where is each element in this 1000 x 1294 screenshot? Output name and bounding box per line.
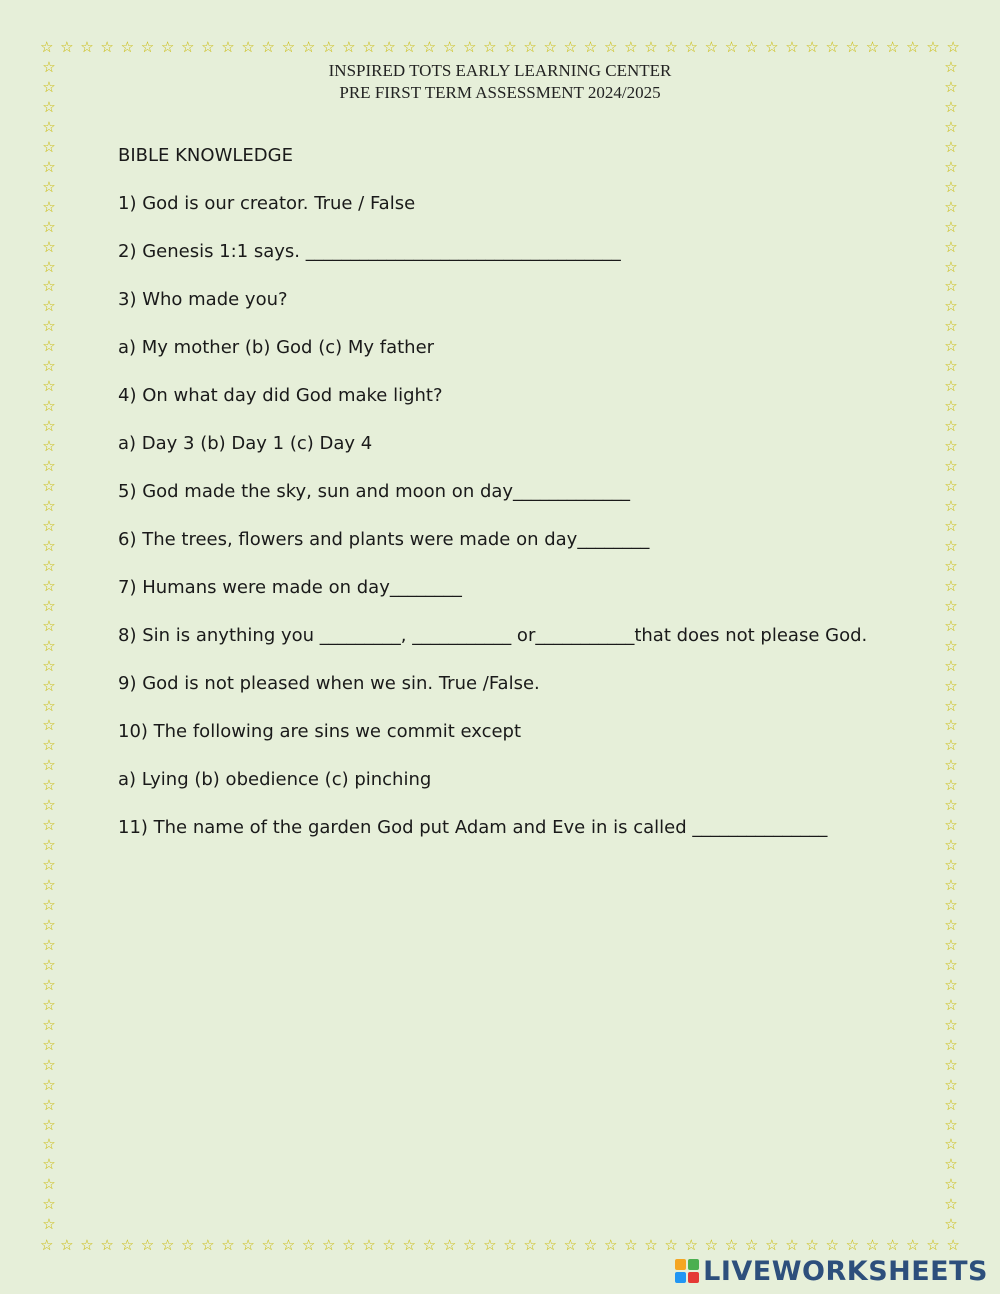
star-icon: ☆ xyxy=(845,1236,860,1254)
star-icon: ☆ xyxy=(42,935,56,954)
star-icon: ☆ xyxy=(42,1095,56,1114)
star-icon: ☆ xyxy=(402,38,416,56)
star-icon: ☆ xyxy=(946,38,960,56)
logo-blocks-icon xyxy=(675,1259,699,1283)
star-icon: ☆ xyxy=(221,38,235,56)
star-icon: ☆ xyxy=(644,1236,658,1254)
star-icon: ☆ xyxy=(583,1236,598,1254)
star-icon: ☆ xyxy=(42,257,56,276)
star-icon: ☆ xyxy=(42,1055,56,1074)
star-icon: ☆ xyxy=(946,1236,960,1254)
star-icon: ☆ xyxy=(42,656,56,675)
star-icon: ☆ xyxy=(301,38,316,56)
star-icon: ☆ xyxy=(42,955,56,974)
star-icon: ☆ xyxy=(42,975,56,994)
star-icon: ☆ xyxy=(42,137,56,156)
star-icon: ☆ xyxy=(42,237,56,256)
star-icon: ☆ xyxy=(944,277,958,296)
star-icon: ☆ xyxy=(140,38,155,56)
star-icon: ☆ xyxy=(342,1236,356,1254)
star-icon: ☆ xyxy=(944,736,958,755)
star-icon: ☆ xyxy=(241,38,255,56)
star-icon: ☆ xyxy=(40,38,54,56)
question-7: 7) Humans were made on day________ xyxy=(118,577,462,598)
star-icon: ☆ xyxy=(42,197,56,216)
star-icon: ☆ xyxy=(563,38,578,56)
star-icon: ☆ xyxy=(402,1236,416,1254)
question-8: 8) Sin is anything you _________, ___________ or___________that does not please God. xyxy=(118,625,868,646)
star-icon: ☆ xyxy=(42,856,56,875)
star-icon: ☆ xyxy=(42,437,56,456)
star-icon: ☆ xyxy=(944,716,958,735)
star-icon: ☆ xyxy=(944,1115,958,1134)
star-icon: ☆ xyxy=(42,1035,56,1054)
star-icon: ☆ xyxy=(42,516,56,535)
star-icon: ☆ xyxy=(42,157,56,176)
star-icon: ☆ xyxy=(462,38,477,56)
star-icon: ☆ xyxy=(944,1215,958,1234)
star-icon: ☆ xyxy=(42,1115,56,1134)
star-border-left xyxy=(40,58,58,1234)
star-icon: ☆ xyxy=(944,377,958,396)
star-icon: ☆ xyxy=(342,38,356,56)
star-icon: ☆ xyxy=(885,38,900,56)
star-icon: ☆ xyxy=(382,38,396,56)
star-icon: ☆ xyxy=(563,1236,578,1254)
star-icon: ☆ xyxy=(281,38,296,56)
star-icon: ☆ xyxy=(805,1236,819,1254)
star-icon: ☆ xyxy=(42,596,56,615)
star-icon: ☆ xyxy=(624,1236,638,1254)
star-icon: ☆ xyxy=(42,576,56,595)
star-icon: ☆ xyxy=(944,1015,958,1034)
star-icon: ☆ xyxy=(944,297,958,316)
star-icon: ☆ xyxy=(944,676,958,695)
star-icon: ☆ xyxy=(261,38,275,56)
star-icon: ☆ xyxy=(42,217,56,236)
assessment-title: PRE FIRST TERM ASSESSMENT 2024/2025 xyxy=(339,83,661,102)
question-10-options: a) Lying (b) obedience (c) pinching xyxy=(118,769,432,790)
star-icon: ☆ xyxy=(442,38,457,56)
star-icon: ☆ xyxy=(42,477,56,496)
star-icon: ☆ xyxy=(42,816,56,835)
star-icon: ☆ xyxy=(845,38,860,56)
star-icon: ☆ xyxy=(865,38,880,56)
star-icon: ☆ xyxy=(40,1236,54,1254)
star-icon: ☆ xyxy=(944,1175,958,1194)
star-icon: ☆ xyxy=(664,38,678,56)
star-icon: ☆ xyxy=(644,38,658,56)
star-icon: ☆ xyxy=(944,796,958,815)
star-icon: ☆ xyxy=(944,1095,958,1114)
star-icon: ☆ xyxy=(944,337,958,356)
star-icon: ☆ xyxy=(865,1236,880,1254)
star-icon: ☆ xyxy=(42,357,56,376)
star-icon: ☆ xyxy=(321,38,336,56)
star-icon: ☆ xyxy=(944,417,958,436)
star-icon: ☆ xyxy=(321,1236,336,1254)
star-icon: ☆ xyxy=(825,38,839,56)
question-3: 3) Who made you? xyxy=(118,289,288,310)
star-icon: ☆ xyxy=(42,896,56,915)
star-icon: ☆ xyxy=(944,97,958,116)
star-icon: ☆ xyxy=(944,756,958,775)
star-icon: ☆ xyxy=(765,38,779,56)
question-5: 5) God made the sky, sun and moon on day_____________ xyxy=(118,481,631,502)
question-2: 2) Genesis 1:1 says. ___________________________________ xyxy=(118,241,621,262)
star-icon: ☆ xyxy=(583,38,598,56)
star-icon: ☆ xyxy=(944,317,958,336)
star-icon: ☆ xyxy=(60,1236,74,1254)
star-icon: ☆ xyxy=(944,1035,958,1054)
star-icon: ☆ xyxy=(944,477,958,496)
star-icon: ☆ xyxy=(744,1236,759,1254)
star-icon: ☆ xyxy=(42,915,56,934)
question-4-options: a) Day 3 (b) Day 1 (c) Day 4 xyxy=(118,433,373,454)
star-icon: ☆ xyxy=(180,1236,195,1254)
star-icon: ☆ xyxy=(624,38,638,56)
star-icon: ☆ xyxy=(944,656,958,675)
star-icon: ☆ xyxy=(785,38,799,56)
star-icon: ☆ xyxy=(944,357,958,376)
star-icon: ☆ xyxy=(382,1236,396,1254)
star-icon: ☆ xyxy=(944,616,958,635)
star-icon: ☆ xyxy=(944,836,958,855)
section-title: BIBLE KNOWLEDGE xyxy=(118,145,293,166)
star-icon: ☆ xyxy=(944,1055,958,1074)
star-icon: ☆ xyxy=(42,836,56,855)
star-icon: ☆ xyxy=(42,536,56,555)
star-icon: ☆ xyxy=(42,676,56,695)
star-icon: ☆ xyxy=(60,38,74,56)
star-border-bottom xyxy=(40,1236,960,1254)
star-icon: ☆ xyxy=(80,38,94,56)
star-icon: ☆ xyxy=(483,38,497,56)
star-icon: ☆ xyxy=(944,816,958,835)
star-icon: ☆ xyxy=(944,556,958,575)
star-icon: ☆ xyxy=(944,197,958,216)
star-icon: ☆ xyxy=(221,1236,235,1254)
star-icon: ☆ xyxy=(704,1236,719,1254)
star-icon: ☆ xyxy=(944,1075,958,1094)
star-icon: ☆ xyxy=(42,1175,56,1194)
star-icon: ☆ xyxy=(160,1236,175,1254)
star-icon: ☆ xyxy=(42,457,56,476)
star-icon: ☆ xyxy=(664,1236,678,1254)
star-icon: ☆ xyxy=(140,1236,155,1254)
star-icon: ☆ xyxy=(483,1236,497,1254)
star-icon: ☆ xyxy=(944,1155,958,1174)
star-icon: ☆ xyxy=(684,1236,698,1254)
star-icon: ☆ xyxy=(42,97,56,116)
star-icon: ☆ xyxy=(906,1236,920,1254)
star-icon: ☆ xyxy=(944,397,958,416)
star-icon: ☆ xyxy=(100,38,114,56)
star-icon: ☆ xyxy=(281,1236,296,1254)
question-6: 6) The trees, flowers and plants were made on day________ xyxy=(118,529,650,550)
star-icon: ☆ xyxy=(944,955,958,974)
star-icon: ☆ xyxy=(724,38,739,56)
star-icon: ☆ xyxy=(42,736,56,755)
question-1: 1) God is our creator. True / False xyxy=(118,193,416,214)
star-icon: ☆ xyxy=(42,277,56,296)
star-icon: ☆ xyxy=(944,58,958,76)
star-icon: ☆ xyxy=(42,1215,56,1234)
star-icon: ☆ xyxy=(42,377,56,396)
star-icon: ☆ xyxy=(42,1135,56,1154)
star-icon: ☆ xyxy=(724,1236,739,1254)
worksheet-body xyxy=(118,140,878,860)
star-icon: ☆ xyxy=(160,38,175,56)
star-icon: ☆ xyxy=(180,38,195,56)
star-icon: ☆ xyxy=(944,1195,958,1214)
star-icon: ☆ xyxy=(301,1236,316,1254)
star-icon: ☆ xyxy=(944,1135,958,1154)
star-icon: ☆ xyxy=(42,796,56,815)
star-icon: ☆ xyxy=(944,457,958,476)
star-icon: ☆ xyxy=(765,1236,779,1254)
star-icon: ☆ xyxy=(42,876,56,895)
star-icon: ☆ xyxy=(42,756,56,775)
star-icon: ☆ xyxy=(944,217,958,236)
star-icon: ☆ xyxy=(261,1236,275,1254)
star-icon: ☆ xyxy=(543,1236,557,1254)
question-9: 9) God is not pleased when we sin. True /False. xyxy=(118,673,540,694)
star-icon: ☆ xyxy=(42,556,56,575)
star-icon: ☆ xyxy=(944,237,958,256)
star-icon: ☆ xyxy=(80,1236,94,1254)
star-icon: ☆ xyxy=(944,257,958,276)
star-icon: ☆ xyxy=(944,596,958,615)
star-icon: ☆ xyxy=(201,38,215,56)
star-icon: ☆ xyxy=(42,117,56,136)
question-3-options: a) My mother (b) God (c) My father xyxy=(118,337,435,358)
star-icon: ☆ xyxy=(885,1236,900,1254)
star-icon: ☆ xyxy=(906,38,920,56)
question-4: 4) On what day did God make light? xyxy=(118,385,443,406)
star-icon: ☆ xyxy=(944,636,958,655)
star-icon: ☆ xyxy=(944,995,958,1014)
star-icon: ☆ xyxy=(503,38,517,56)
star-icon: ☆ xyxy=(523,1236,537,1254)
star-icon: ☆ xyxy=(944,876,958,895)
star-icon: ☆ xyxy=(944,157,958,176)
star-icon: ☆ xyxy=(944,516,958,535)
star-icon: ☆ xyxy=(926,1236,940,1254)
star-icon: ☆ xyxy=(120,38,135,56)
star-icon: ☆ xyxy=(42,337,56,356)
star-icon: ☆ xyxy=(241,1236,255,1254)
liveworksheets-logo xyxy=(675,1254,988,1288)
star-icon: ☆ xyxy=(42,58,56,76)
star-icon: ☆ xyxy=(704,38,719,56)
star-icon: ☆ xyxy=(42,696,56,715)
star-icon: ☆ xyxy=(42,1195,56,1214)
star-icon: ☆ xyxy=(543,38,557,56)
star-icon: ☆ xyxy=(944,117,958,136)
star-icon: ☆ xyxy=(944,437,958,456)
star-icon: ☆ xyxy=(944,776,958,795)
star-icon: ☆ xyxy=(603,1236,618,1254)
star-icon: ☆ xyxy=(42,177,56,196)
star-icon: ☆ xyxy=(944,576,958,595)
star-icon: ☆ xyxy=(442,1236,457,1254)
star-icon: ☆ xyxy=(944,935,958,954)
star-icon: ☆ xyxy=(100,1236,114,1254)
star-icon: ☆ xyxy=(523,38,537,56)
star-icon: ☆ xyxy=(944,896,958,915)
star-icon: ☆ xyxy=(42,496,56,515)
star-icon: ☆ xyxy=(42,995,56,1014)
question-11: 11) The name of the garden God put Adam and Eve in is called _______________ xyxy=(118,817,828,838)
star-icon: ☆ xyxy=(42,397,56,416)
worksheet-header xyxy=(0,60,1000,104)
star-border-right xyxy=(942,58,960,1234)
star-icon: ☆ xyxy=(42,417,56,436)
star-icon: ☆ xyxy=(42,1015,56,1034)
star-icon: ☆ xyxy=(944,137,958,156)
star-icon: ☆ xyxy=(42,317,56,336)
star-icon: ☆ xyxy=(944,536,958,555)
school-name: INSPIRED TOTS EARLY LEARNING CENTER xyxy=(328,61,672,80)
star-icon: ☆ xyxy=(926,38,940,56)
star-icon: ☆ xyxy=(42,636,56,655)
star-icon: ☆ xyxy=(944,696,958,715)
star-icon: ☆ xyxy=(120,1236,135,1254)
star-icon: ☆ xyxy=(362,1236,376,1254)
star-icon: ☆ xyxy=(944,915,958,934)
star-icon: ☆ xyxy=(785,1236,799,1254)
star-icon: ☆ xyxy=(805,38,819,56)
star-icon: ☆ xyxy=(42,776,56,795)
star-icon: ☆ xyxy=(42,616,56,635)
star-icon: ☆ xyxy=(42,1155,56,1174)
star-icon: ☆ xyxy=(944,77,958,96)
logo-text: LIVEWORKSHEETS xyxy=(703,1255,988,1287)
star-icon: ☆ xyxy=(503,1236,517,1254)
question-10: 10) The following are sins we commit except xyxy=(118,721,522,742)
star-icon: ☆ xyxy=(42,297,56,316)
star-icon: ☆ xyxy=(944,177,958,196)
star-icon: ☆ xyxy=(201,1236,215,1254)
star-icon: ☆ xyxy=(744,38,759,56)
star-icon: ☆ xyxy=(42,716,56,735)
star-icon: ☆ xyxy=(422,1236,437,1254)
star-icon: ☆ xyxy=(825,1236,839,1254)
star-icon: ☆ xyxy=(362,38,376,56)
star-icon: ☆ xyxy=(422,38,437,56)
star-icon: ☆ xyxy=(42,77,56,96)
star-icon: ☆ xyxy=(42,1075,56,1094)
star-border-top xyxy=(40,38,960,56)
star-icon: ☆ xyxy=(944,496,958,515)
star-icon: ☆ xyxy=(944,975,958,994)
star-icon: ☆ xyxy=(944,856,958,875)
star-icon: ☆ xyxy=(684,38,698,56)
star-icon: ☆ xyxy=(603,38,618,56)
star-icon: ☆ xyxy=(462,1236,477,1254)
